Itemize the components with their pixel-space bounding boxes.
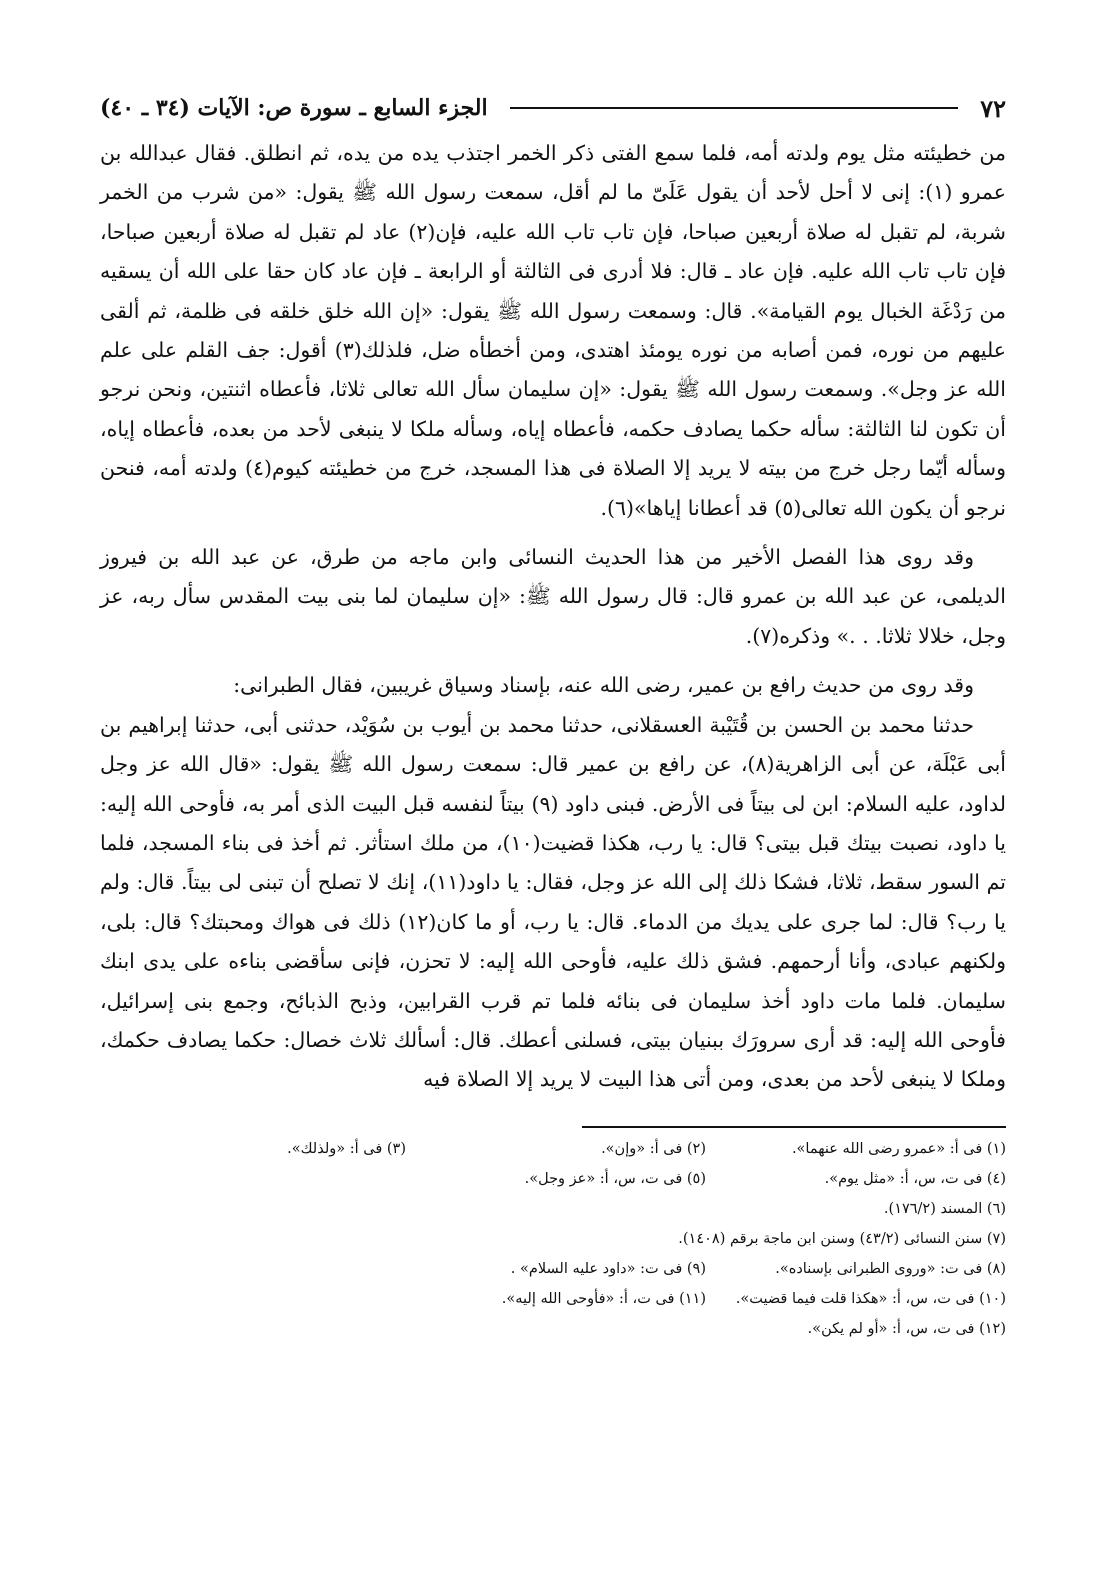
header-rule (510, 107, 959, 109)
footnotes (100, 1134, 1006, 1344)
running-title: الجزء السابع ـ سورة ص: الآيات (٣٤ ـ ٤٠) (100, 95, 488, 121)
footnote: (١) فى أ: «عمرو رضى الله عنهما». (791, 1140, 1006, 1157)
footnote: (١٢) فى ت، س، أ: «أو لم يكن». (807, 1320, 1006, 1337)
footnote-separator (582, 1126, 1006, 1128)
footnote-row (100, 1314, 1006, 1344)
footnote: (٤) فى ت، س، أ: «مثل يوم». (824, 1170, 1006, 1187)
footnote-row (100, 1254, 1006, 1284)
paragraph: من خطيئته مثل يوم ولدته أمه، فلما سمع الفتى ذكر الخمر اجتذب يده من يده، ثم انطلق. فقال عبدالله بن عمرو (١): إنى لا أحل لأحد أن يقول عَلَىّ ما لم أقل، سمعت رسول الله ﷺ يقول: «من شرب من الخمر شربة، لم تقبل له صلاة أربعين صباحا، فإن تاب تاب الله عليه، فإن(٢) عاد لم تقبل له صلاة أربعين صباحا، فإن تاب تاب الله عليه. فإن عاد ـ قال: فلا أدرى فى الثالثة أو الرابعة ـ فإن عاد كان حقا على الله أن يسقيه من رَدْغَة الخبال يوم القيامة». قال: وسمعت رسول الله ﷺ يقول: «إن الله خلق خلقه فى ظلمة، ثم ألقى عليهم من نوره، فمن أصابه من نوره يومئذ اهتدى، ومن أخطأه ضل، فلذلك(٣) أقول: جف القلم على علم الله عز وجل». وسمعت رسول الله ﷺ يقول: «إن سليمان سأل الله تعالى ثلاثا، فأعطاه اثنتين، ونحن نرجو أن تكون لنا الثالثة: سأله حكما يصادف حكمه، فأعطاه إياه، وسأله ملكا لا ينبغى لأحد من بعده، فأعطاه إياه، وسأله أيّما رجل خرج من بيته لا يريد إلا الصلاة فى هذا المسجد، خرج من خطيئته كيوم(٤) ولدته أمه، فنحن نرجو أن يكون الله تعالى(٥) قد أعطانا إياها»(٦). (100, 141, 1007, 520)
footnote-row (100, 1224, 1006, 1254)
footnote-row (100, 1134, 1006, 1164)
footnote: (٥) فى ت، س، أ: «عز وجل». (524, 1170, 706, 1187)
footnote-row (100, 1164, 1006, 1194)
main-text (100, 134, 1006, 1100)
footnote: (٣) فى أ: «ولذلك». (287, 1140, 406, 1157)
footnote: (١٠) فى ت، س، أ: «هكذا قلت فيما قضيت». (735, 1290, 1006, 1307)
running-header (100, 88, 1006, 128)
paragraph: وقد روى من حديث رافع بن عمير، رضى الله عنه، بإسناد وسياق غريبين، فقال الطبرانى: (233, 673, 974, 698)
footnote: (٩) فى ت: «داود عليه السلام» . (510, 1260, 706, 1277)
footnote-row (100, 1194, 1006, 1224)
footnote: (٦) المسند (١٧٦/٢). (883, 1200, 1006, 1217)
paragraph: وقد روى هذا الفصل الأخير من هذا الحديث النسائى وابن ماجه من طرق، عن عبد الله بن فيروز الديلمى، عن عبد الله بن عمرو قال: قال رسول الله ﷺ: «إن سليمان لما بنى بيت المقدس سأل ربه، عز وجل، خلالا ثلاثا. . .» وذكره(٧). (100, 545, 1006, 648)
footnote: (٧) سنن النسائى (٤٣/٢) وسنن ابن ماجة برقم (١٤٠٨). (678, 1230, 1006, 1247)
footnote: (٨) فى ت: «وروى الطبرانى بإسناده». (775, 1260, 1006, 1277)
footnote: (١١) فى ت، أ: «فأوحى الله إليه». (501, 1290, 706, 1307)
page-number: ٧٢ (980, 93, 1006, 123)
footnote-row (100, 1284, 1006, 1314)
footnote: (٢) فى أ: «وإن». (601, 1140, 706, 1157)
paragraph: حدثنا محمد بن الحسن بن قُتَيْبة العسقلانى، حدثنا محمد بن أيوب بن سُوَيْد، حدثنى أبى، حدثنا إبراهيم بن أبى عَبْلَة، عن أبى الزاهرية(٨)، عن رافع بن عمير قال: سمعت رسول الله ﷺ يقول: «قال الله عز وجل لداود، عليه السلام: ابن لى بيتاً فى الأرض. فبنى داود (٩) بيتاً لنفسه قبل البيت الذى أمر به، فأوحى الله إليه: يا داود، نصبت بيتك قبل بيتى؟ قال: يا رب، هكذا قضيت(١٠)، من ملك استأثر. ثم أخذ فى بناء المسجد، فلما تم السور سقط، ثلاثا، فشكا ذلك إلى الله عز وجل، فقال: يا داود(١١)، إنك لا تصلح أن تبنى لى بيتاً. قال: ولم يا رب؟ قال: لما جرى على يديك من الدماء. قال: يا رب، أو ما كان(١٢) ذلك فى هواك ومحبتك؟ قال: بلى، ولكنهم عبادى، وأنا أرحمهم. فشق ذلك عليه، فأوحى الله إليه: لا تحزن، فإنى سأقضى بناءه على يدى ابنك سليمان. فلما مات داود أخذ سليمان فى بنائه فلما تم قرب القرابين، وذبح الذبائح، وجمع بنى إسرائيل، فأوحى الله إليه: قد أرى سرورَك ببنيان بيتى، فسلنى أعطك. قال: أسألك ثلاث خصال: حكما يصادف حكمك، وملكا لا ينبغى لأحد من بعدى، ومن أتى هذا البيت لا يريد إلا الصلاة فيه (100, 712, 1007, 1092)
